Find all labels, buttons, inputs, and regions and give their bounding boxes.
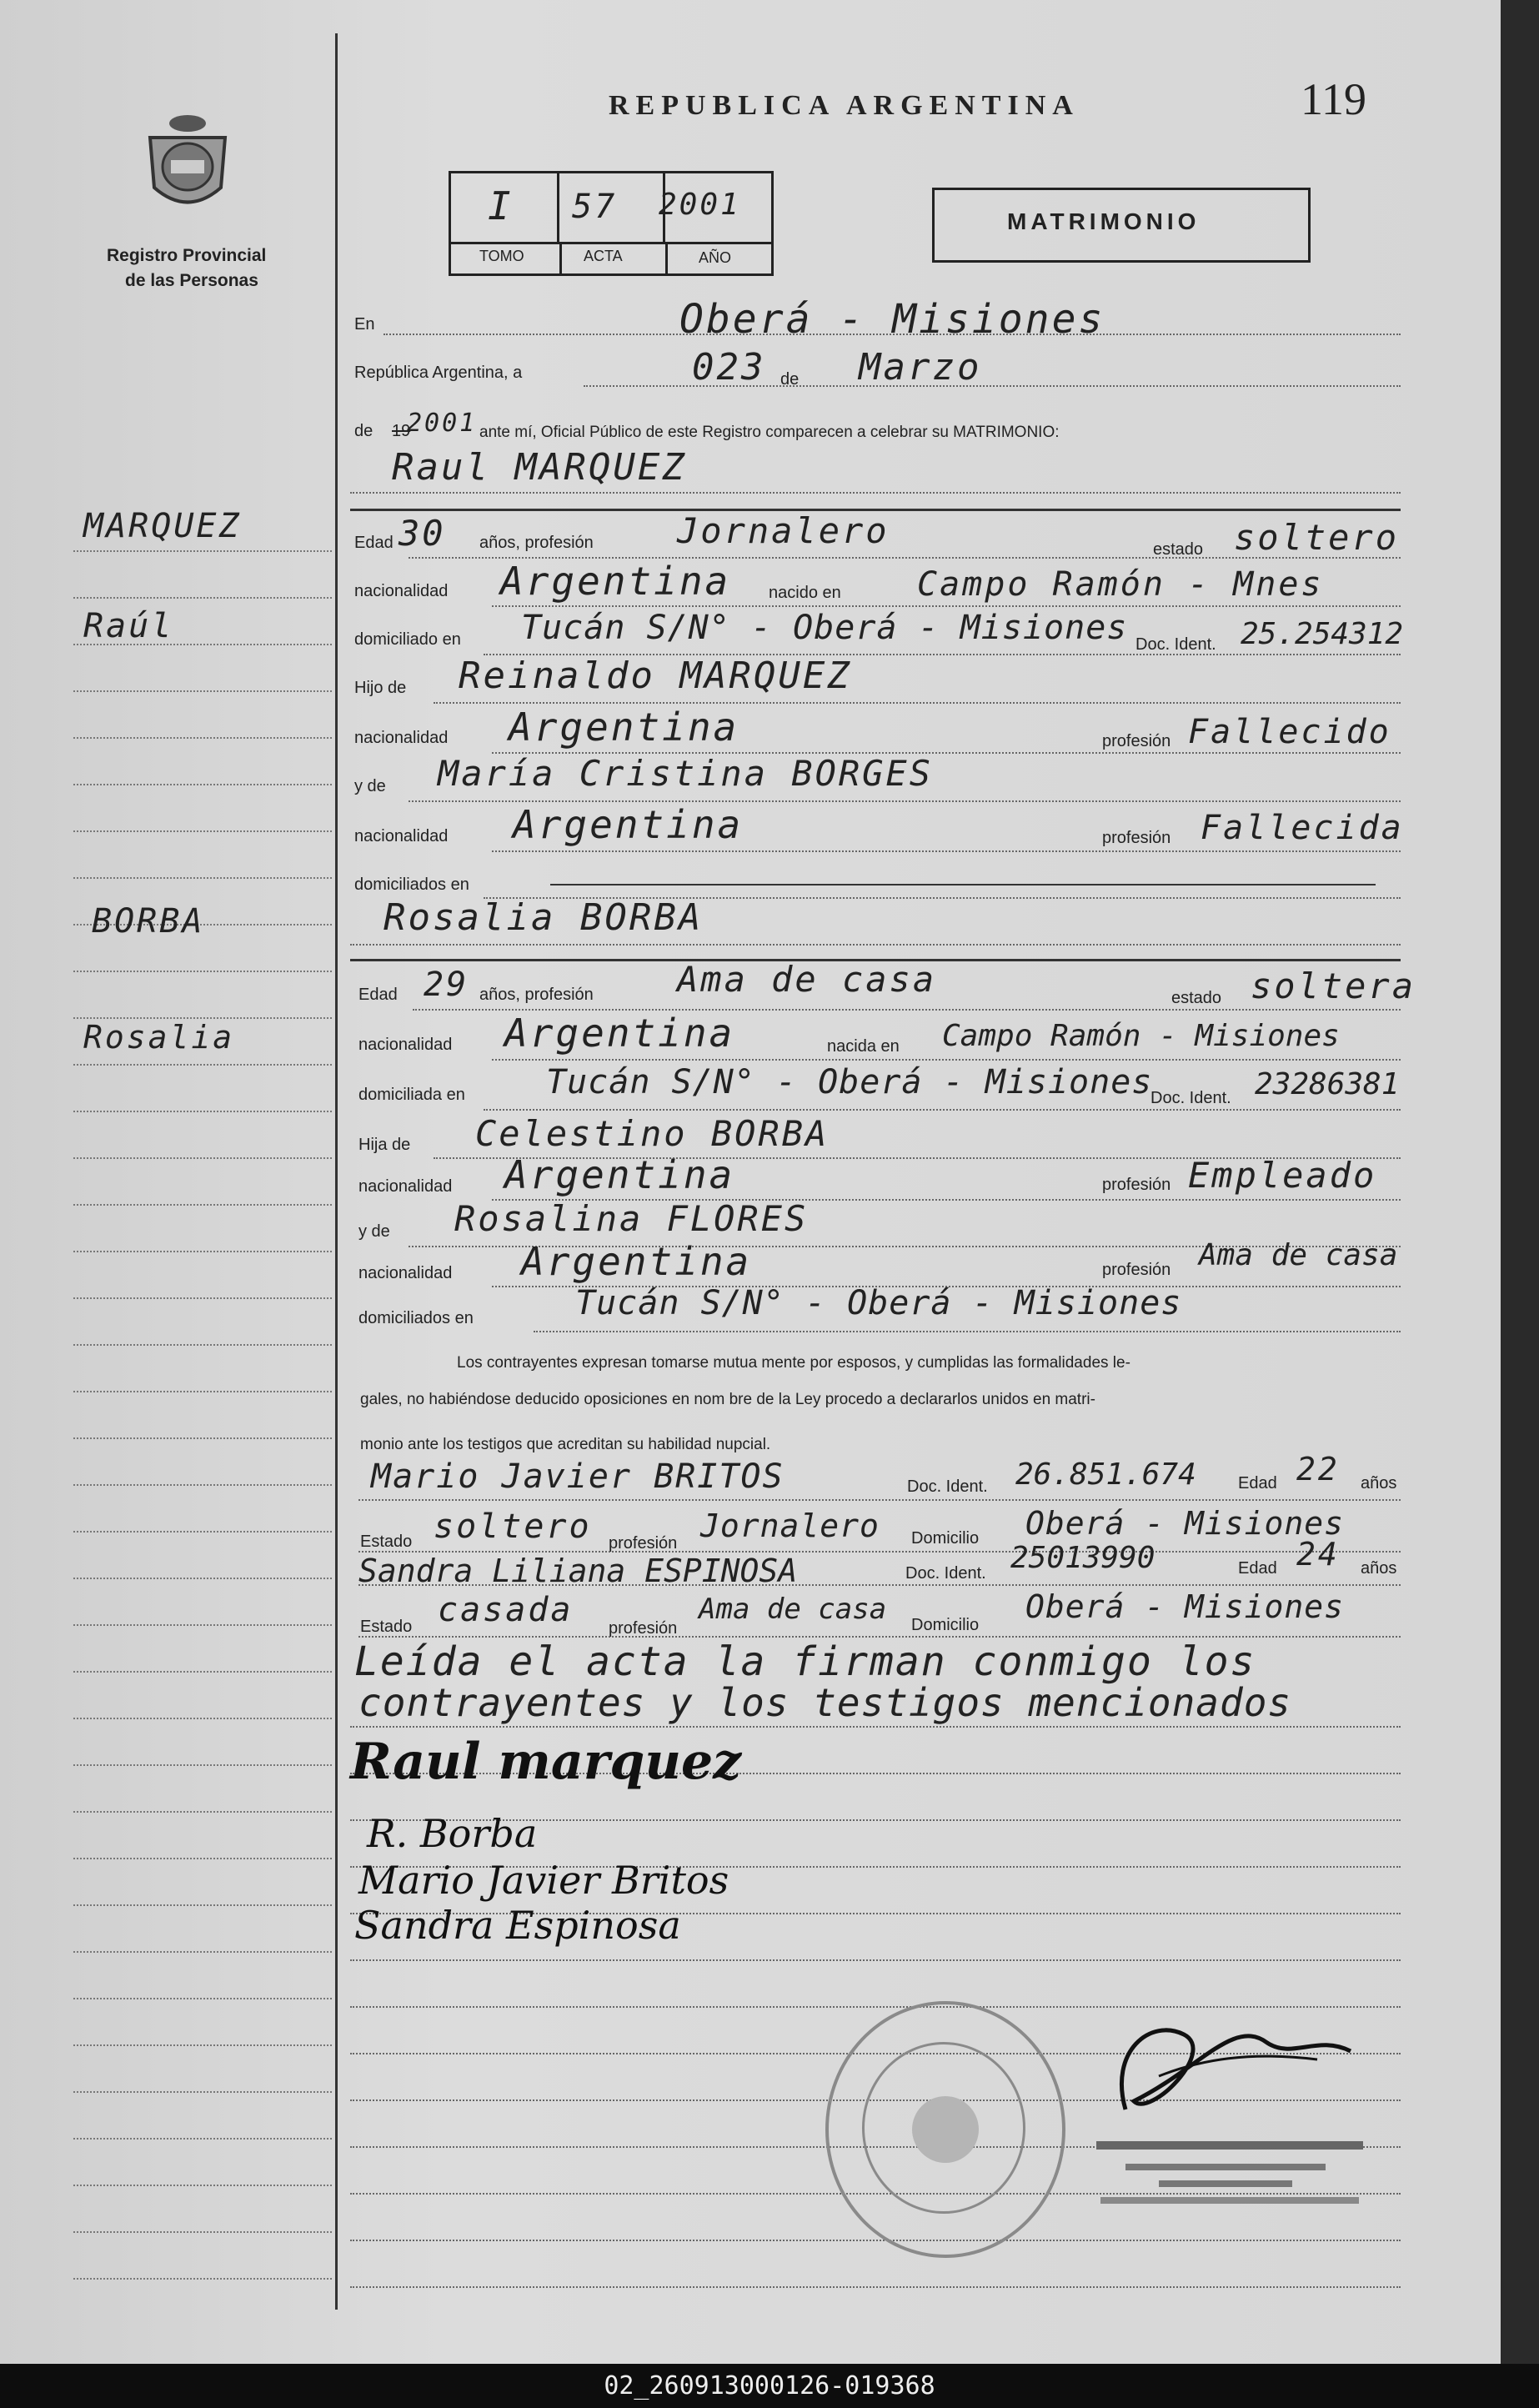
bride-dom-label: domiciliada en [358,1086,465,1104]
margin-rule-line [73,737,332,739]
day: 023 [692,346,766,389]
acta-label: ACTA [584,248,623,264]
witness2-doc-label: Doc. Ident. [905,1564,986,1583]
groom-profession: Jornalero [677,510,890,551]
official-seal-stamp [825,2001,1065,2258]
signature-groom: Raul marquez [350,1733,742,1791]
margin-groom-given: Raúl [83,607,174,645]
republica-label: República Argentina, a [354,364,523,382]
witness2-anos-label: años [1361,1559,1397,1578]
witness2-domicile: Oberá - Misiones [1025,1588,1345,1625]
margin-divider [335,33,338,2310]
margin-rule-line [73,2044,332,2046]
groom-mother-profession: Fallecida [1201,809,1404,847]
statement: ante mí, Oficial Público de este Registro comparecen a celebrar su MATRIMONIO: [479,424,1060,441]
bride-father-prof-label: profesión [1102,1176,1171,1194]
margin-rule-line [73,1064,332,1066]
witness2-edad-label: Edad [1238,1559,1277,1578]
registry-name-line2: de las Personas [125,271,258,290]
en-label: En [354,315,375,334]
groom-mother-prof-label: profesión [1102,829,1171,847]
bride-nacida-label: nacida en [827,1037,900,1056]
bride-yde-label: y de [358,1222,390,1241]
bride-mother-nationality: Argentina [521,1239,752,1284]
witness2-estado-label: Estado [360,1618,413,1636]
signature-bride: R. Borba [367,1811,538,1856]
body-rule-line [350,1959,1401,1961]
registry-name-line1: Registro Provincial [107,246,267,265]
margin-rule-line [73,830,332,832]
bride-domicile: Tucán S/N° - Oberá - Misiones [546,1063,1153,1101]
margin-rule-line [73,2138,332,2140]
groom-parents-dom-label: domiciliados en [354,875,469,894]
margin-rule-line [73,1251,332,1252]
groom-nationality: Argentina [500,559,731,604]
ano-label: AÑO [699,249,732,266]
margin-rule-line [73,597,332,599]
groom-age: 30 [399,513,446,554]
de19-label: de [354,422,373,440]
witness2-name: Sandra Liliana ESPINOSA [358,1553,798,1589]
margin-rule-line [73,1858,332,1859]
groom-father-profession: Fallecido [1188,713,1391,751]
margin-rule-line [73,1157,332,1159]
margin-rule-line [73,1811,332,1813]
groom-doc-label: Doc. Ident. [1135,635,1216,654]
groom-father-nac-label: nacionalidad [354,729,449,747]
witness1-dom-label: Domicilio [911,1529,980,1548]
bride-doc-label: Doc. Ident. [1150,1089,1231,1107]
margin-rule-line [73,971,332,972]
place: Oberá - Misiones [679,296,1105,343]
margin-rule-line [73,2231,332,2233]
witness2-dom-label: Domicilio [911,1616,980,1634]
tomo-label: TOMO [479,248,524,264]
margin-groom-surname: MARQUEZ [83,507,242,545]
bride-mother-profession: Ama de casa [1199,1238,1398,1272]
bride-father-profession: Empleado [1188,1155,1377,1196]
ano-value: 2001 [659,188,741,222]
margin-rule-line [73,2185,332,2186]
year-struck: 19 [392,422,411,440]
groom-nac-label: nacionalidad [354,582,449,600]
groom-yde-label: y de [354,777,386,795]
groom-name-heading: Raul MARQUEZ [392,446,687,489]
witness2-prof-label: profesión [609,1619,678,1638]
margin-rule-line [73,1951,332,1953]
bride-birthplace: Campo Ramón - Misiones [942,1019,1340,1053]
country-title: REPUBLICA ARGENTINA [609,90,1080,121]
margin-rule-line [73,1111,332,1112]
margin-rule-line [73,690,332,692]
margin-rule-line [73,1484,332,1486]
groom-edad-label: Edad [354,534,394,552]
coat-of-arms-icon [142,108,233,217]
witness1-estado-label: Estado [360,1533,413,1551]
tomo-value: I [488,183,514,228]
official-signature [1100,2001,1367,2143]
bride-father-nac-label: nacionalidad [358,1177,453,1196]
witness1-prof-label: profesión [609,1534,678,1553]
witness2-age: 24 [1296,1536,1340,1573]
bride-father: Celestino BORBA [475,1113,830,1154]
margin-bride-given: Rosalia [83,1019,235,1056]
margin-rule-line [73,1624,332,1626]
bride-mother-prof-label: profesión [1102,1261,1171,1279]
margin-rule-line [73,2091,332,2093]
groom-mother-nationality: Argentina [513,802,744,847]
witness1-domicile: Oberá - Misiones [1025,1505,1345,1542]
groom-anos-label: años, profesión [479,534,594,552]
bride-profession: Ama de casa [677,959,937,1000]
bride-anos-label: años, profesión [479,986,594,1004]
month: Marzo [859,346,982,389]
groom-hijo-label: Hijo de [354,679,407,697]
bride-father-nationality: Argentina [504,1152,735,1197]
witness2-profession: Ama de casa [699,1593,887,1626]
body-rule-line [350,1726,1401,1728]
witness1-name: Mario Javier BRITOS [371,1457,785,1496]
witness1-estado: soltero [434,1508,592,1546]
bride-estado-label: estado [1171,989,1222,1007]
closing-line2: contrayentes y los testigos mencionados [358,1680,1292,1725]
body-rule-line [350,2286,1401,2288]
bride-nac-label: nacionalidad [358,1036,453,1054]
margin-rule-line [73,1671,332,1673]
groom-mother: María Cristina BORGES [438,753,934,794]
margin-rule-line [73,784,332,785]
witness1-doc: 26.851.674 [1015,1457,1196,1492]
margin-rule-line [73,550,332,552]
closing-line1: Leída el acta la firman conmigo los [354,1638,1256,1685]
margin-rule-line [73,877,332,879]
bride-name-heading: Rosalia BORBA [383,896,704,939]
margin-rule-line [73,1297,332,1299]
bride-nationality: Argentina [504,1011,735,1056]
declaration-line2: gales, no habiéndose deducido oposiciones en nom bre de la Ley procedo a declararlos unidos en matri- [360,1391,1095,1408]
year: 2001 [407,409,478,438]
witness2-estado: casada [438,1591,574,1629]
scan-footer-code: 02_260913000126-019368 [0,2364,1539,2408]
witness2-doc: 25013990 [1010,1541,1156,1575]
bride-edad-label: Edad [358,986,398,1004]
bride-age: 29 [424,966,469,1004]
body-rule-line [350,2240,1401,2241]
margin-rule-line [73,1391,332,1392]
page-number: 119 [1301,74,1366,124]
acta-value: 57 [572,188,618,226]
groom-father-prof-label: profesión [1102,732,1171,750]
witness1-age: 22 [1296,1451,1340,1487]
groom-father: Reinaldo MARQUEZ [459,655,852,697]
declaration-line1: Los contrayentes expresan tomarse mutua mente por esposos, y cumplidas las formalidades le- [457,1354,1130,1372]
witness1-profession: Jornalero [700,1508,880,1544]
margin-rule-line [73,1578,332,1579]
margin-rule-line [73,1437,332,1439]
declaration-line3: monio ante los testigos que acreditan su habilidad nupcial. [360,1436,771,1453]
groom-father-nationality: Argentina [509,705,739,750]
margin-rule-line [73,1344,332,1346]
groom-dom-label: domiciliado en [354,630,461,649]
bride-doc: 23286381 [1255,1067,1400,1101]
official-name-printed-mark [1092,2135,1376,2210]
margin-rule-line [73,1764,332,1766]
groom-estado: soltero [1234,517,1400,558]
witness1-edad-label: Edad [1238,1474,1277,1492]
bride-estado: soltera [1251,966,1416,1006]
witness1-doc-label: Doc. Ident. [907,1477,988,1496]
groom-mother-nac-label: nacionalidad [354,827,449,845]
groom-nacido-label: nacido en [769,584,841,602]
act-type: MATRIMONIO [1007,208,1201,234]
bride-parents-domicile: Tucán S/N° - Oberá - Misiones [575,1284,1182,1322]
signature-witness1: Mario Javier Britos [358,1858,729,1903]
margin-rule-line [73,1204,332,1206]
bride-hija-label: Hija de [358,1136,411,1154]
witness1-anos-label: años [1361,1474,1397,1492]
groom-doc: 25.254312 [1241,617,1404,651]
groom-birthplace: Campo Ramón - Mnes [917,565,1324,604]
margin-rule-line [73,1998,332,1999]
bride-mother-nac-label: nacionalidad [358,1264,453,1282]
margin-rule-line [73,1718,332,1719]
signature-witness2: Sandra Espinosa [354,1903,681,1948]
de-label: de [780,370,800,389]
bride-parents-dom-label: domiciliados en [358,1309,474,1327]
margin-bride-surname: BORBA [92,902,205,941]
margin-rule-line [73,1904,332,1906]
groom-domicile: Tucán S/N° - Oberá - Misiones [521,609,1128,647]
margin-rule-line [73,1531,332,1533]
margin-rule-line [73,2278,332,2280]
book-edge [1501,0,1539,2364]
groom-estado-label: estado [1153,540,1204,559]
bride-mother: Rosalina FLORES [454,1198,809,1239]
